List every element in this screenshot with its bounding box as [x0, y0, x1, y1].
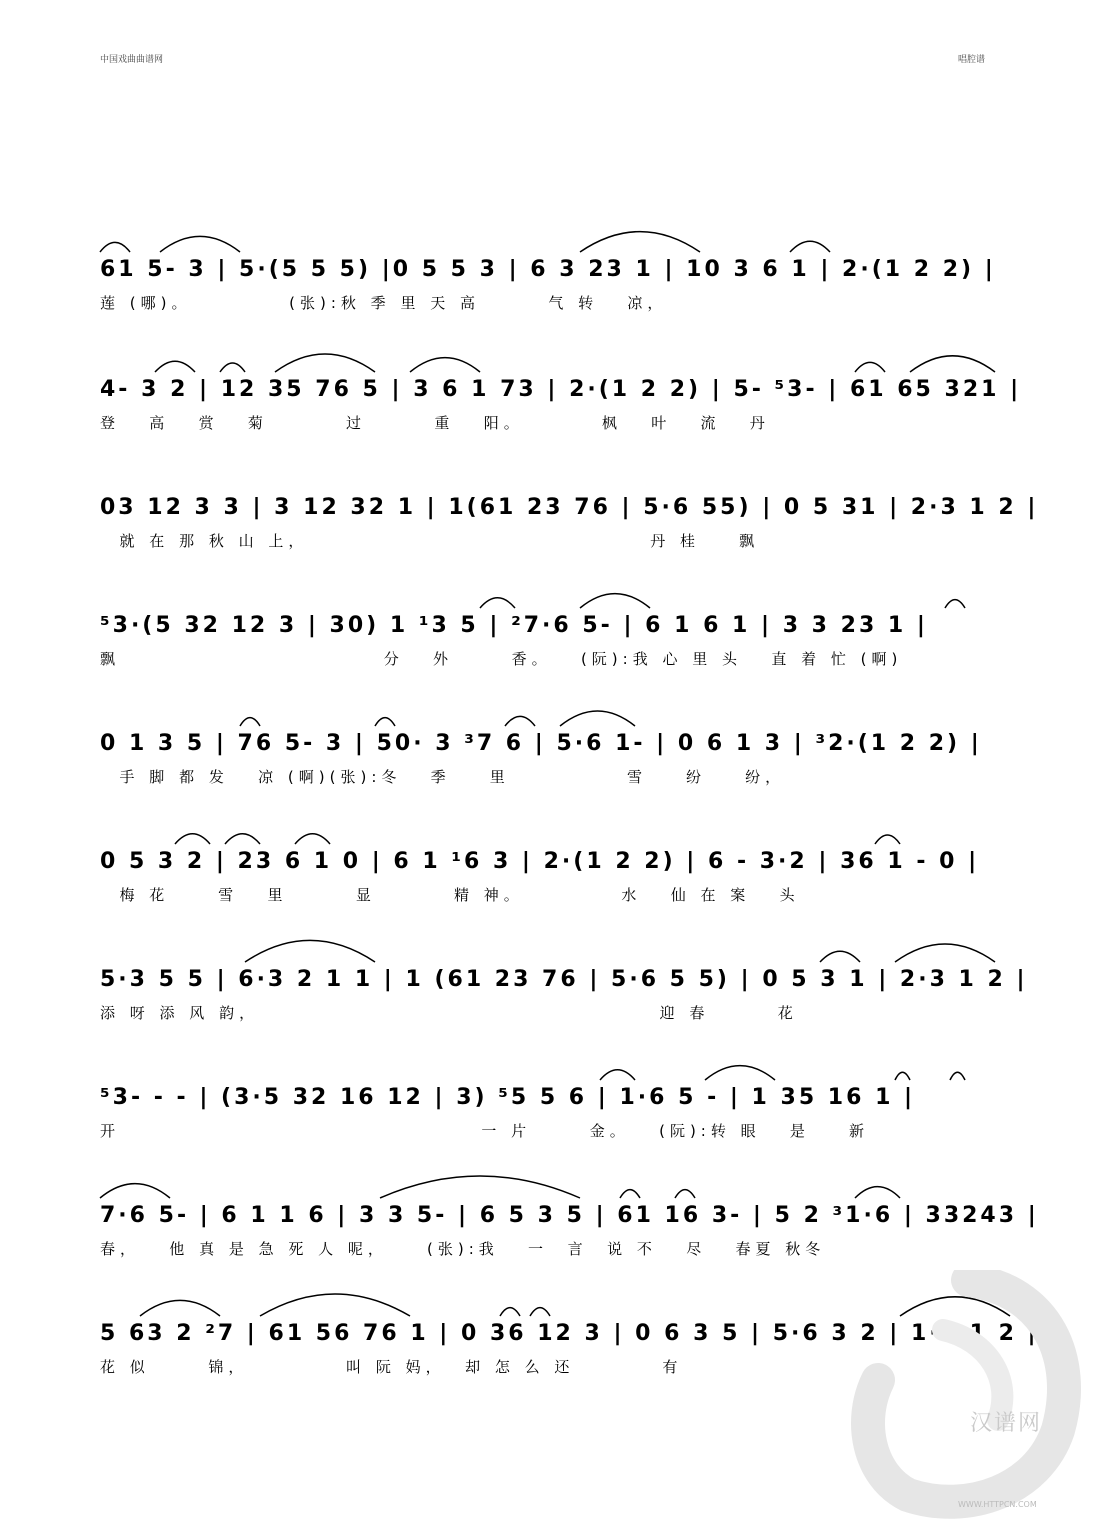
lyrics-line: 就 在 那 秋 山 上， 丹 桂 飘 [100, 532, 760, 550]
lyrics-line: 花 似 锦， 叫 阮 妈， 却 怎 么 还 有 [100, 1358, 683, 1376]
slur-arc [245, 940, 375, 962]
slur-arc [500, 1308, 520, 1316]
score-line-1 [100, 218, 1020, 314]
score-line-2 [100, 338, 1020, 434]
slur-arc [240, 718, 260, 726]
score-line-5 [100, 692, 1020, 788]
score-line-6 [100, 810, 1020, 906]
slur-arc [375, 718, 395, 726]
slur-arc [560, 711, 635, 726]
slur-arc [875, 835, 900, 844]
notation-line: 61 5- 3 | 5·(5 5 5) |0 5 5 3 | 6 3 23 1 | 10 3 6 1 | 2·(1 2 2) | [100, 257, 996, 282]
slur-arc [945, 600, 965, 608]
lyrics-line: 飘 分 外 香。 (阮):我 心 里 头 直 着 忙 (啊) [100, 650, 903, 668]
score-line-8 [100, 1046, 1020, 1142]
slur-arc [895, 1072, 910, 1080]
slur-arc [855, 362, 885, 372]
notation-line: 5 63 2 ²7 | 61 56 76 1 | 0 36 12 3 | 0 6 3 5 | 5·6 3 2 | 1·2 1 2 | [100, 1321, 1039, 1346]
slur-arc [530, 1308, 550, 1316]
slur-arc [950, 1072, 965, 1080]
lyrics-line: 莲 (哪)。 (张):秋 季 里 天 高 气 转 凉， [100, 294, 668, 312]
score-line-3 [100, 456, 1039, 552]
slur-arc [790, 241, 830, 252]
header-category: 唱腔谱 [958, 55, 986, 65]
slur-arc [910, 356, 995, 372]
score-line-7 [100, 928, 1028, 1024]
slur-arc [675, 1190, 695, 1198]
slur-arc [220, 363, 245, 372]
notation-line: 0 5 3 2 | 23 6 1 0 | 6 1 ¹6 3 | 2·(1 2 2) | 6 - 3·2 | 36 1 - 0 | [100, 849, 980, 874]
slur-arc [600, 1070, 635, 1080]
slur-arc [505, 716, 535, 726]
notation-line: 5·3 5 5 | 6·3 2 1 1 | 1 (61 23 76 | 5·6 5 5) | 0 5 3 1 | 2·3 1 2 | [100, 967, 1028, 992]
slur-arc [480, 598, 515, 608]
lyrics-line: 梅 花 雪 里 显 精 神。 水 仙 在 案 头 [100, 886, 800, 904]
notation-line: 4- 3 2 | 12 35 76 5 | 3 6 1 73 | 2·(1 2 2) | 5- ⁵3- | 61 65 321 | [100, 377, 1022, 402]
notation-line: 03 12 3 3 | 3 12 32 1 | 1(61 23 76 | 5·6 55) | 0 5 31 | 2·3 1 2 | [100, 495, 1039, 520]
lyrics-line: 手 脚 都 发 凉 (啊)(张):冬 季 里 雪 纷 纷， [100, 768, 786, 786]
slur-arc [855, 1187, 900, 1198]
slur-arc [160, 236, 240, 252]
slur-arc [295, 834, 330, 844]
slur-arc [580, 594, 650, 608]
slur-arc [410, 358, 480, 372]
watermark-brush-logo [848, 1270, 1088, 1520]
score-line-9 [100, 1164, 1039, 1260]
watermark-url: WWW.HTTPCN.COM [958, 1500, 1037, 1509]
score-line-4 [100, 574, 1020, 670]
lyrics-line: 春， 他 真 是 急 死 人 呢， (张):我 一 言 说 不 尽 春夏 秋冬 [100, 1240, 826, 1258]
lyrics-line: 开 一 片 金。 (阮):转 眼 是 新 [100, 1122, 870, 1140]
slur-arc [100, 242, 130, 252]
notation-line: 0 1 3 5 | 76 5- 3 | 50· 3 ³7 6 | 5·6 1- | 0 6 1 3 | ³2·(1 2 2) | [100, 731, 982, 756]
slur-arc [225, 834, 260, 844]
notation-line: ⁵3·(5 32 12 3 | 30) 1 ¹3 5 | ²7·6 5- | 6 1 6 1 | 3 3 23 1 | [100, 613, 928, 638]
slur-arc [275, 354, 375, 372]
slur-arc [380, 1176, 580, 1198]
slur-arc [260, 1294, 410, 1316]
header-site-name: 中国戏曲曲谱网 [100, 55, 164, 65]
watermark-text: 汉谱网 [970, 1411, 1043, 1436]
slur-arc [820, 951, 860, 962]
notation-line: ⁵3- - - | (3·5 32 16 12 | 3) ⁵5 5 6 | 1·6 5 - | 1 35 16 1 | [100, 1085, 916, 1110]
slur-arc [580, 232, 700, 252]
slur-arc [705, 1066, 775, 1080]
lyrics-line: 添 呀 添 风 韵， 迎 春 花 [100, 1004, 798, 1022]
notation-line: 7·6 5- | 6 1 1 6 | 3 3 5- | 6 5 3 5 | 61 16 3- | 5 2 ³1·6 | 33243 | [100, 1203, 1039, 1228]
slur-arc [140, 1300, 220, 1316]
slur-arc [175, 834, 210, 844]
slur-arc [620, 1190, 640, 1198]
slur-arc [895, 944, 995, 962]
slur-arc [155, 361, 195, 372]
slur-arc [100, 1184, 170, 1198]
lyrics-line: 登 高 赏 菊 过 重 阳。 枫 叶 流 丹 [100, 414, 770, 432]
